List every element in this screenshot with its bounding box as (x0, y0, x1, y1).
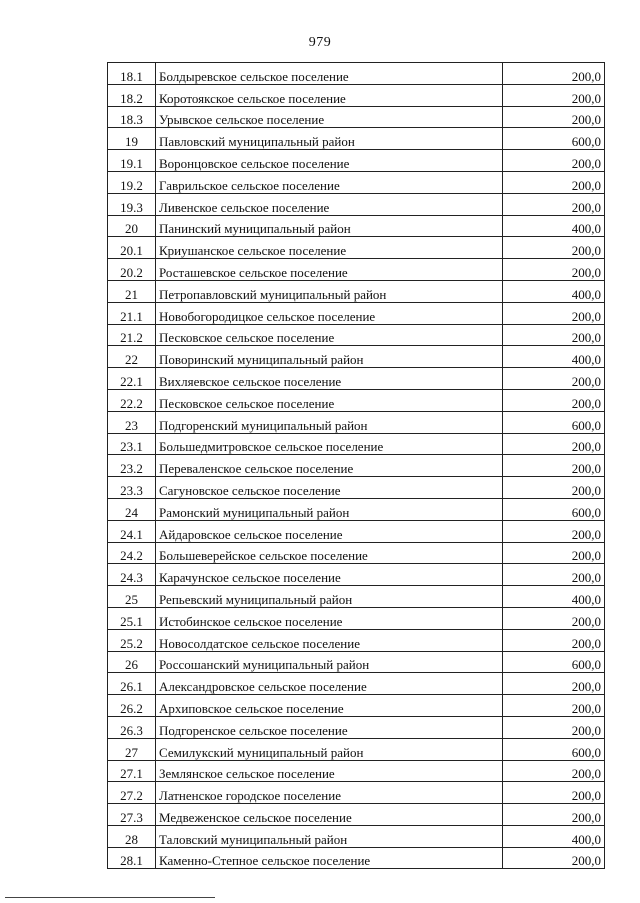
row-number: 18.1 (108, 63, 156, 85)
row-number: 23 (108, 411, 156, 433)
row-number: 18.2 (108, 84, 156, 106)
municipality-name: Вихляевское сельское поселение (156, 368, 503, 390)
table-row (108, 804, 605, 826)
amount: 200,0 (503, 804, 605, 826)
table-row (108, 302, 605, 324)
municipality-name: Большедмитровское сельское поселение (156, 433, 503, 455)
table-row (108, 847, 605, 869)
table-row (108, 389, 605, 411)
page-number: 979 (308, 35, 332, 50)
row-number: 18.3 (108, 106, 156, 128)
row-number: 26 (108, 651, 156, 673)
municipality-name: Рамонский муниципальный район (156, 498, 503, 520)
table-row (108, 237, 605, 259)
amount: 200,0 (503, 542, 605, 564)
row-number: 23.1 (108, 433, 156, 455)
municipality-name: Криушанское сельское поселение (156, 237, 503, 259)
row-number: 21.2 (108, 324, 156, 346)
amount: 200,0 (503, 106, 605, 128)
amount: 600,0 (503, 498, 605, 520)
table-row (108, 542, 605, 564)
table-row (108, 477, 605, 499)
row-number: 20.1 (108, 237, 156, 259)
row-number: 19.3 (108, 193, 156, 215)
amount: 200,0 (503, 782, 605, 804)
row-number: 24.3 (108, 564, 156, 586)
amount: 200,0 (503, 564, 605, 586)
table-row (108, 63, 605, 85)
amount: 400,0 (503, 586, 605, 608)
table-row (108, 586, 605, 608)
table-row (108, 716, 605, 738)
amount: 200,0 (503, 433, 605, 455)
municipality-name: Истобинское сельское поселение (156, 607, 503, 629)
table-row (108, 150, 605, 172)
table-row (108, 455, 605, 477)
municipality-name: Таловский муниципальный район (156, 825, 503, 847)
table-row (108, 193, 605, 215)
municipality-name: Болдыревское сельское поселение (156, 63, 503, 85)
municipality-name: Новобогородицкое сельское поселение (156, 302, 503, 324)
amount: 200,0 (503, 259, 605, 281)
table-row (108, 651, 605, 673)
amount: 200,0 (503, 171, 605, 193)
municipality-name: Новосолдатское сельское поселение (156, 629, 503, 651)
footnote-rule (5, 897, 215, 898)
row-number: 25 (108, 586, 156, 608)
row-number: 26.3 (108, 716, 156, 738)
amount: 200,0 (503, 520, 605, 542)
amount: 200,0 (503, 455, 605, 477)
municipality-name: Павловский муниципальный район (156, 128, 503, 150)
amount: 200,0 (503, 63, 605, 85)
amount: 200,0 (503, 193, 605, 215)
municipality-name: Гаврильское сельское поселение (156, 171, 503, 193)
municipality-name: Большеверейское сельское поселение (156, 542, 503, 564)
municipality-name: Медвеженское сельское поселение (156, 804, 503, 826)
municipality-name: Айдаровское сельское поселение (156, 520, 503, 542)
table-row (108, 84, 605, 106)
table-row (108, 629, 605, 651)
row-number: 23.2 (108, 455, 156, 477)
table-row (108, 106, 605, 128)
table-row (108, 171, 605, 193)
municipality-name: Архиповское сельское поселение (156, 695, 503, 717)
municipality-name: Россошанский муниципальный район (156, 651, 503, 673)
row-number: 23.3 (108, 477, 156, 499)
municipality-name: Воронцовское сельское поселение (156, 150, 503, 172)
municipality-name: Коротоякское сельское поселение (156, 84, 503, 106)
amount: 200,0 (503, 477, 605, 499)
table-row (108, 738, 605, 760)
amount: 200,0 (503, 607, 605, 629)
municipality-name: Песковское сельское поселение (156, 389, 503, 411)
amount: 600,0 (503, 651, 605, 673)
table-row (108, 280, 605, 302)
amount: 200,0 (503, 760, 605, 782)
row-number: 19.2 (108, 171, 156, 193)
amount: 600,0 (503, 128, 605, 150)
amount: 200,0 (503, 673, 605, 695)
table-row (108, 760, 605, 782)
amount: 200,0 (503, 150, 605, 172)
amount: 200,0 (503, 324, 605, 346)
row-number: 21 (108, 280, 156, 302)
row-number: 22.1 (108, 368, 156, 390)
row-number: 27.3 (108, 804, 156, 826)
row-number: 24.2 (108, 542, 156, 564)
row-number: 26.1 (108, 673, 156, 695)
amount: 200,0 (503, 629, 605, 651)
table-row (108, 825, 605, 847)
table-row (108, 607, 605, 629)
table-row (108, 324, 605, 346)
amount: 400,0 (503, 346, 605, 368)
allocation-table-body (108, 63, 605, 869)
row-number: 22 (108, 346, 156, 368)
row-number: 27.1 (108, 760, 156, 782)
row-number: 27 (108, 738, 156, 760)
amount: 600,0 (503, 738, 605, 760)
row-number: 26.2 (108, 695, 156, 717)
row-number: 28 (108, 825, 156, 847)
amount: 600,0 (503, 411, 605, 433)
row-number: 19.1 (108, 150, 156, 172)
table-row (108, 782, 605, 804)
municipality-name: Подгоренское сельское поселение (156, 716, 503, 738)
allocation-table (107, 62, 605, 869)
row-number: 20 (108, 215, 156, 237)
municipality-name: Ливенское сельское поселение (156, 193, 503, 215)
row-number: 24.1 (108, 520, 156, 542)
municipality-name: Поворинский муниципальный район (156, 346, 503, 368)
municipality-name: Карачунское сельское поселение (156, 564, 503, 586)
amount: 400,0 (503, 825, 605, 847)
table-row (108, 564, 605, 586)
row-number: 25.2 (108, 629, 156, 651)
row-number: 22.2 (108, 389, 156, 411)
municipality-name: Росташевское сельское поселение (156, 259, 503, 281)
row-number: 28.1 (108, 847, 156, 869)
table-row (108, 259, 605, 281)
row-number: 20.2 (108, 259, 156, 281)
row-number: 19 (108, 128, 156, 150)
row-number: 25.1 (108, 607, 156, 629)
municipality-name: Землянское сельское поселение (156, 760, 503, 782)
amount: 200,0 (503, 695, 605, 717)
municipality-name: Панинский муниципальный район (156, 215, 503, 237)
table-row (108, 411, 605, 433)
amount: 200,0 (503, 389, 605, 411)
amount: 200,0 (503, 84, 605, 106)
amount: 200,0 (503, 716, 605, 738)
municipality-name: Переваленское сельское поселение (156, 455, 503, 477)
amount: 200,0 (503, 237, 605, 259)
municipality-name: Урывское сельское поселение (156, 106, 503, 128)
municipality-name: Латненское городское поселение (156, 782, 503, 804)
table-row (108, 520, 605, 542)
municipality-name: Подгоренский муниципальный район (156, 411, 503, 433)
municipality-name: Сагуновское сельское поселение (156, 477, 503, 499)
table-row (108, 498, 605, 520)
table-row (108, 368, 605, 390)
amount: 200,0 (503, 302, 605, 324)
table-row (108, 346, 605, 368)
table-row (108, 673, 605, 695)
municipality-name: Александровское сельское поселение (156, 673, 503, 695)
table-row (108, 433, 605, 455)
amount: 400,0 (503, 215, 605, 237)
municipality-name: Репьевский муниципальный район (156, 586, 503, 608)
row-number: 27.2 (108, 782, 156, 804)
table-row (108, 128, 605, 150)
municipality-name: Песковское сельское поселение (156, 324, 503, 346)
amount: 200,0 (503, 847, 605, 869)
table-row (108, 695, 605, 717)
table-row (108, 215, 605, 237)
amount: 400,0 (503, 280, 605, 302)
row-number: 24 (108, 498, 156, 520)
municipality-name: Петропавловский муниципальный район (156, 280, 503, 302)
municipality-name: Семилукский муниципальный район (156, 738, 503, 760)
amount: 200,0 (503, 368, 605, 390)
row-number: 21.1 (108, 302, 156, 324)
municipality-name: Каменно-Степное сельское поселение (156, 847, 503, 869)
